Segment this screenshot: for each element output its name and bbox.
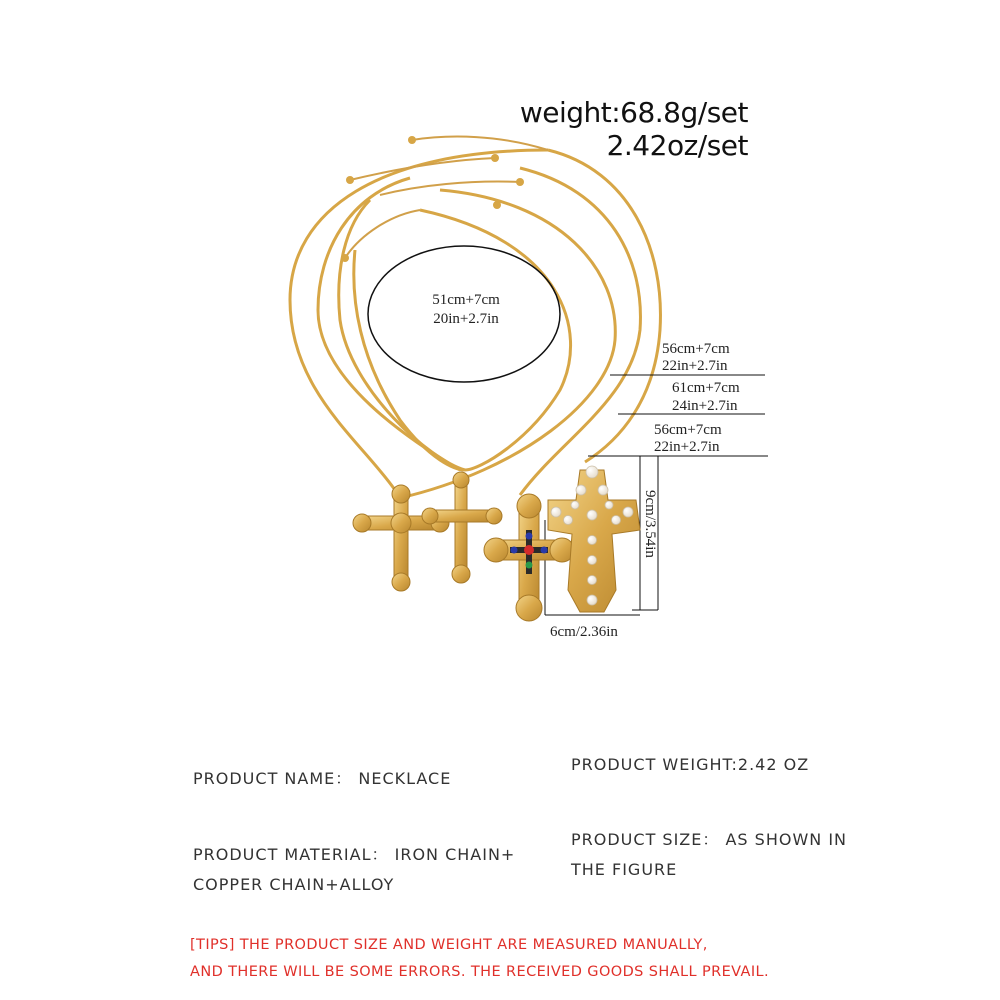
pendant-width-label: 6cm/2.36in: [550, 624, 618, 640]
tips-notice: [190, 932, 769, 986]
spec-material-label: PRODUCT MATERIAL：: [193, 845, 389, 864]
spec-size-value-1: AS SHOWN IN: [725, 830, 847, 849]
cross-pendant-1: [353, 485, 449, 591]
tips-line-1: [TIPS] THE PRODUCT SIZE AND WEIGHT ARE MEASURED MANUALLY,: [190, 937, 708, 953]
weight-ounces: 2.42oz/set: [606, 129, 748, 162]
spec-name-value: NECKLACE: [358, 769, 452, 788]
necklace-2-cm: 56cm+7cm: [662, 341, 730, 357]
weight-grams: weight:68.8g/set: [519, 96, 748, 129]
pendant-height-label: 9cm/3.54in: [642, 490, 658, 558]
inner-length-cm: 51cm+7cm: [432, 292, 500, 308]
chain-outer-right: [548, 150, 660, 462]
spec-product-name: [193, 764, 451, 794]
spec-product-material: [193, 840, 515, 900]
tips-line-2: AND THERE WILL BE SOME ERRORS. THE RECEIVED GOODS SHALL PREVAIL.: [190, 964, 769, 980]
spec-weight-value: 2.42 OZ: [737, 755, 810, 774]
necklace-4-in: 22in+2.7in: [654, 439, 720, 455]
spec-material-value-1: IRON CHAIN+: [394, 845, 516, 864]
spec-size-value-2: THE FIGURE: [571, 860, 678, 879]
necklace-3-cm: 61cm+7cm: [672, 380, 740, 396]
extender-chains: [345, 137, 548, 258]
spec-product-weight: [571, 750, 809, 780]
spec-name-label: PRODUCT NAME：: [193, 769, 353, 788]
chain-outer: [290, 150, 548, 490]
necklace-2-in: 22in+2.7in: [662, 358, 728, 374]
spec-material-value-2: COPPER CHAIN+ALLOY: [193, 875, 395, 894]
necklace-3-in: 24in+2.7in: [672, 398, 738, 414]
spec-weight-label: PRODUCT WEIGHT:: [571, 755, 738, 774]
inner-length-in: 20in+2.7in: [433, 311, 499, 327]
spec-size-label: PRODUCT SIZE：: [571, 830, 720, 849]
necklace-4-cm: 56cm+7cm: [654, 422, 722, 438]
spec-product-size: [571, 825, 847, 885]
